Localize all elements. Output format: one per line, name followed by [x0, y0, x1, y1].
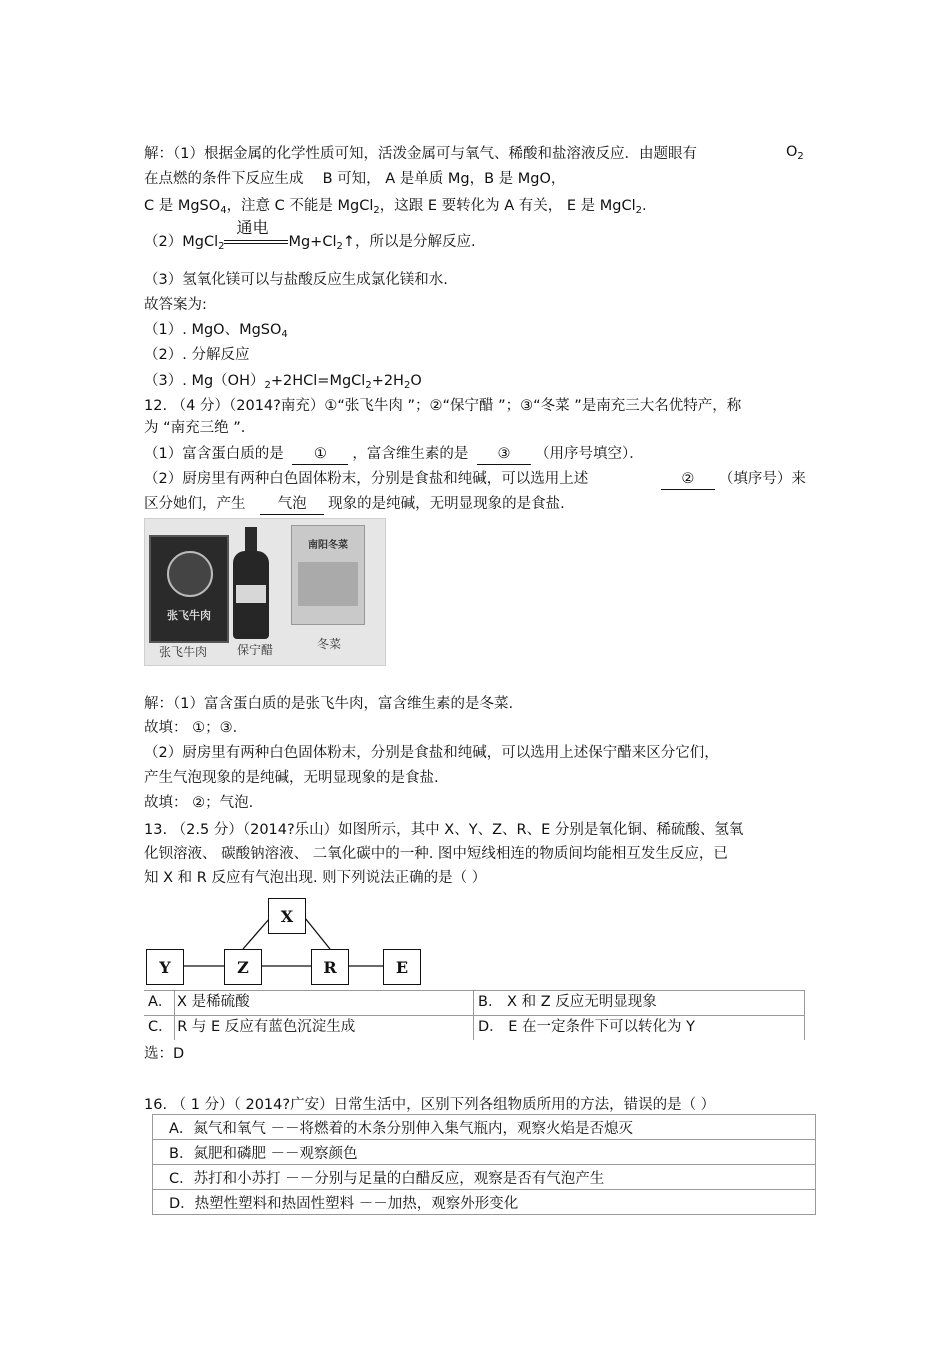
solution-line-3: C 是 MgSO$_4$，注意 C 不能是 MgCl$_2$，这跟 E 要转化为 A 有关， E 是 MgCl$_2$.	[144, 198, 647, 216]
answer-blank-3: ②	[661, 469, 715, 490]
q16-option-a: A．氮气和氧气 －－将燃着的木条分别伸入集气瓶内，观察火焰是否熄灭	[153, 1115, 816, 1140]
sol12-line-1: 解：（1）富含蛋白质的是张飞牛肉，富含维生素的是冬菜.	[144, 696, 514, 712]
veg-pack-text: 南阳冬菜	[308, 540, 348, 551]
electrolysis-arrow: 通电	[224, 232, 288, 252]
q12-line-4: （2）厨房里有两种白色固体粉末，分别是食盐和纯碱，可以选用上述 ② （填序号）来	[144, 469, 806, 490]
q16-option-c: C．苏打和小苏打 －－分别与足量的白醋反应，观察是否有气泡产生	[153, 1165, 816, 1190]
node-y: Y	[146, 949, 184, 985]
answer-3: （3）. $Mg(OH)_2+2HCl=MgCl_2+2H_2O$	[144, 373, 422, 391]
q12-line-2: 为 “南充三绝 ”.	[144, 420, 246, 436]
q13-answer: 选：D	[144, 1046, 185, 1062]
answer-heading: 故答案为:	[144, 297, 207, 313]
q16-options-table	[152, 1114, 816, 1215]
option-c: C． R 与 E 反应有蓝色沉淀生成	[148, 1019, 356, 1035]
q12-line-1: 12. （4 分）（2014?南充）①“张飞牛肉 ”；②“保宁醋 ”；③“冬菜 ”是南充三大名优特产，称	[144, 398, 742, 414]
o2-formula: $O_2$	[786, 144, 804, 162]
solution-line-1: 解：（1）根据金属的化学性质可知，活泼金属可与氧气、稀酸和盐溶液反应．由题眼有	[144, 146, 697, 162]
q13-line-1: 13. （2.5 分）（2014?乐山）如图所示，其中 X、Y、Z、R、E 分别是氧化铜、稀硫酸、氢氧	[144, 822, 744, 838]
beef-caption: 张飞牛肉	[159, 645, 208, 659]
vinegar-caption: 保宁醋	[237, 643, 274, 657]
solution-line-5: （3）氢氧化镁可以与盐酸反应生成氯化镁和水.	[144, 272, 448, 288]
q12-line-3: （1）富含蛋白质的是 ① ，富含维生素的是 ③ （用序号填空）．	[144, 444, 644, 465]
answer-blank-1: ①	[292, 444, 348, 465]
vegetable-caption: 冬菜	[317, 637, 342, 651]
q16-option-b: B．氮肥和磷肥 －－观察颜色	[153, 1140, 816, 1165]
sol12-line-2: 故填： ①；③．	[144, 720, 248, 736]
option-a: A． X 是稀硫酸	[148, 994, 250, 1010]
beef-pack-text: 张飞牛肉	[167, 609, 211, 622]
answer-1: （1）. MgO、MgSO$_4$	[144, 322, 288, 340]
q12-line-5: 区分她们，产生 气泡 现象的是纯碱，无明显现象的是食盐.	[144, 494, 565, 515]
q16-option-d: D．热塑性塑料和热固性塑料 －－加热，观察外形变化	[153, 1190, 816, 1215]
q13-options-grid	[144, 990, 804, 1040]
sol12-line-5: 故填： ②；气泡.	[144, 795, 254, 811]
option-b: B． X 和 Z 反应无明显现象	[478, 994, 657, 1010]
node-e: E	[383, 949, 421, 985]
q16-line-1: 16. （ 1 分）（ 2014?广安）日常生活中，区别下列各组物质所用的方法，错误的是（ ）	[144, 1097, 716, 1113]
sol12-line-4: 产生气泡现象的是纯碱，无明显现象的是食盐.	[144, 770, 439, 786]
node-x: X	[268, 898, 306, 934]
answer-2: （2）. 分解反应	[144, 347, 250, 363]
node-r: R	[311, 949, 349, 985]
electrolysis-equation: （2）MgCl$_2$ 通电 $Mg+Cl_2↑$，所以是分解反应.	[144, 218, 476, 252]
q13-line-3: 知 X 和 R 反应有气泡出现. 则下列说法正确的是（ ）	[144, 870, 487, 886]
solution-line-2: 在点燃的条件下反应生成 B 可知， A 是单质 Mg，B 是 MgO，	[144, 171, 566, 187]
sol12-line-3: （2）厨房里有两种白色固体粉末，分别是食盐和纯碱，可以选用上述保宁醋来区分它们，	[144, 745, 719, 761]
answer-blank-2: ③	[477, 444, 531, 465]
q13-line-2: 化钡溶液、 碳酸钠溶液、 二氧化碳中的一种. 图中短线相连的物质间均能相互发生反应，已	[144, 846, 728, 862]
node-z: Z	[224, 949, 262, 985]
answer-blank-4: 气泡	[260, 494, 324, 515]
option-d: D． E 在一定条件下可以转化为 Y	[478, 1019, 696, 1035]
